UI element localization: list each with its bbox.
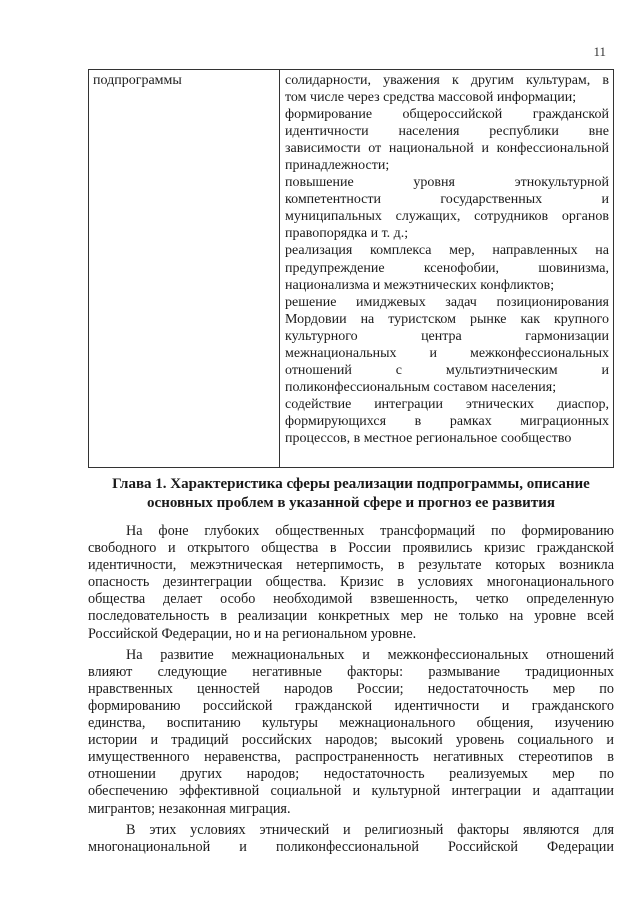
paragraph-line: свободного и открытого общества в России проявились кризис гражданской xyxy=(88,540,614,557)
table-line: идентичности населения республики вне xyxy=(285,124,609,140)
table-line: муниципальных служащих, сотрудников органов xyxy=(285,209,609,225)
chapter-heading-line: основных проблем в указанной сфере и прогноз ее развития xyxy=(147,495,555,511)
table-line: национализма и межэтнических конфликтов; xyxy=(285,277,555,293)
table-line: реализация комплекса мер, направленных на xyxy=(285,243,609,259)
table-line: повышение уровня этнокультурной xyxy=(285,175,609,191)
table-line: зависимости от национальной и конфессиональной xyxy=(285,141,609,157)
table-line: солидарности, уважения к другим культурам, в xyxy=(285,73,609,88)
paragraph-line: нравственных ценностей народов России; недостаточность мер по xyxy=(88,680,614,697)
table-line: формирование общероссийской гражданской xyxy=(285,107,609,123)
paragraph-line: формированию российской гражданской идентичности и гражданского xyxy=(88,697,614,714)
table-left-cell-text: подпрограммы xyxy=(93,73,182,88)
table-line: Мордовии на туристском рынке как крупного xyxy=(285,311,609,327)
paragraph-line: обеспечению эффективной социальной и культурной интеграции и адаптации xyxy=(88,783,614,800)
page-number: 11 xyxy=(593,44,606,59)
paragraph-line: общества делает особо необходимой взвешенность, четко определенную xyxy=(88,591,614,608)
paragraph xyxy=(88,523,614,643)
program-table xyxy=(88,69,614,468)
paragraph-line: имущественного неравенства, распространенность негативных стереотипов в xyxy=(88,749,614,766)
paragraph-line: опасность дезинтеграции общества. Кризис в условиях многонационального xyxy=(88,574,614,591)
paragraph-line: последовательность в реализации конкретных мер не только на уровне всей xyxy=(88,608,614,625)
table-right-cell xyxy=(280,70,613,467)
table-line: принадлежности; xyxy=(285,158,390,174)
paragraph-line: многонациональной и поликонфессиональной Российской Федерации xyxy=(88,838,614,855)
chapter-heading-line: Глава 1. Характеристика сферы реализации подпрограммы, описание xyxy=(112,476,590,492)
table-line: процессов, в местное региональное сообщество xyxy=(285,430,572,446)
paragraph-line: На фоне глубоких общественных трансформаций по формированию xyxy=(126,523,614,539)
table-line: содействие интеграции этнических диаспор, xyxy=(285,396,609,412)
table-line: отношений с мультиэтническим и xyxy=(285,362,609,378)
paragraph-line: единства, воспитанию культуры межнационального общения, изучению xyxy=(88,715,614,732)
paragraph-line: На развитие межнациональных и межконфессиональных отношений xyxy=(126,646,614,663)
table-line: формирующихся в рамках миграционных xyxy=(285,413,609,429)
paragraph-line: истории и традиций российских народов; высокий уровень социального и xyxy=(88,732,614,749)
paragraph-line: идентичности, межэтническая нетерпимость, в результате которых возникла xyxy=(88,557,614,574)
table-line: культурного центра гармонизации xyxy=(285,328,609,344)
paragraph xyxy=(88,647,614,818)
table-line: решение имиджевых задач позиционирования xyxy=(285,294,609,310)
paragraph-line: мигрантов; незаконная миграция. xyxy=(88,800,291,817)
table-line: предупреждение ксенофобии, шовинизма, xyxy=(285,260,609,276)
paragraph-line: влияют следующие негативные факторы: размывание традиционных xyxy=(88,663,614,680)
table-left-cell xyxy=(89,70,280,467)
table-line: правопорядка и т. д.; xyxy=(285,226,409,242)
table-line: поликонфессиональным составом населения; xyxy=(285,379,557,395)
table-line: компетентности государственных и xyxy=(285,192,609,208)
paragraph-line: Российской Федерации, но и на региональном уровне. xyxy=(88,625,417,642)
paragraph-line: отношении других народов; недостаточность реализуемых мер по xyxy=(88,766,614,783)
paragraph-line: В этих условиях этнический и религиозный факторы являются для xyxy=(126,821,614,838)
table-line: том числе через средства массовой информации; xyxy=(285,90,577,106)
body-text xyxy=(88,523,614,860)
paragraph xyxy=(88,822,614,856)
chapter-heading xyxy=(88,475,614,513)
table-line: межнациональных и межконфессиональных xyxy=(285,345,609,361)
